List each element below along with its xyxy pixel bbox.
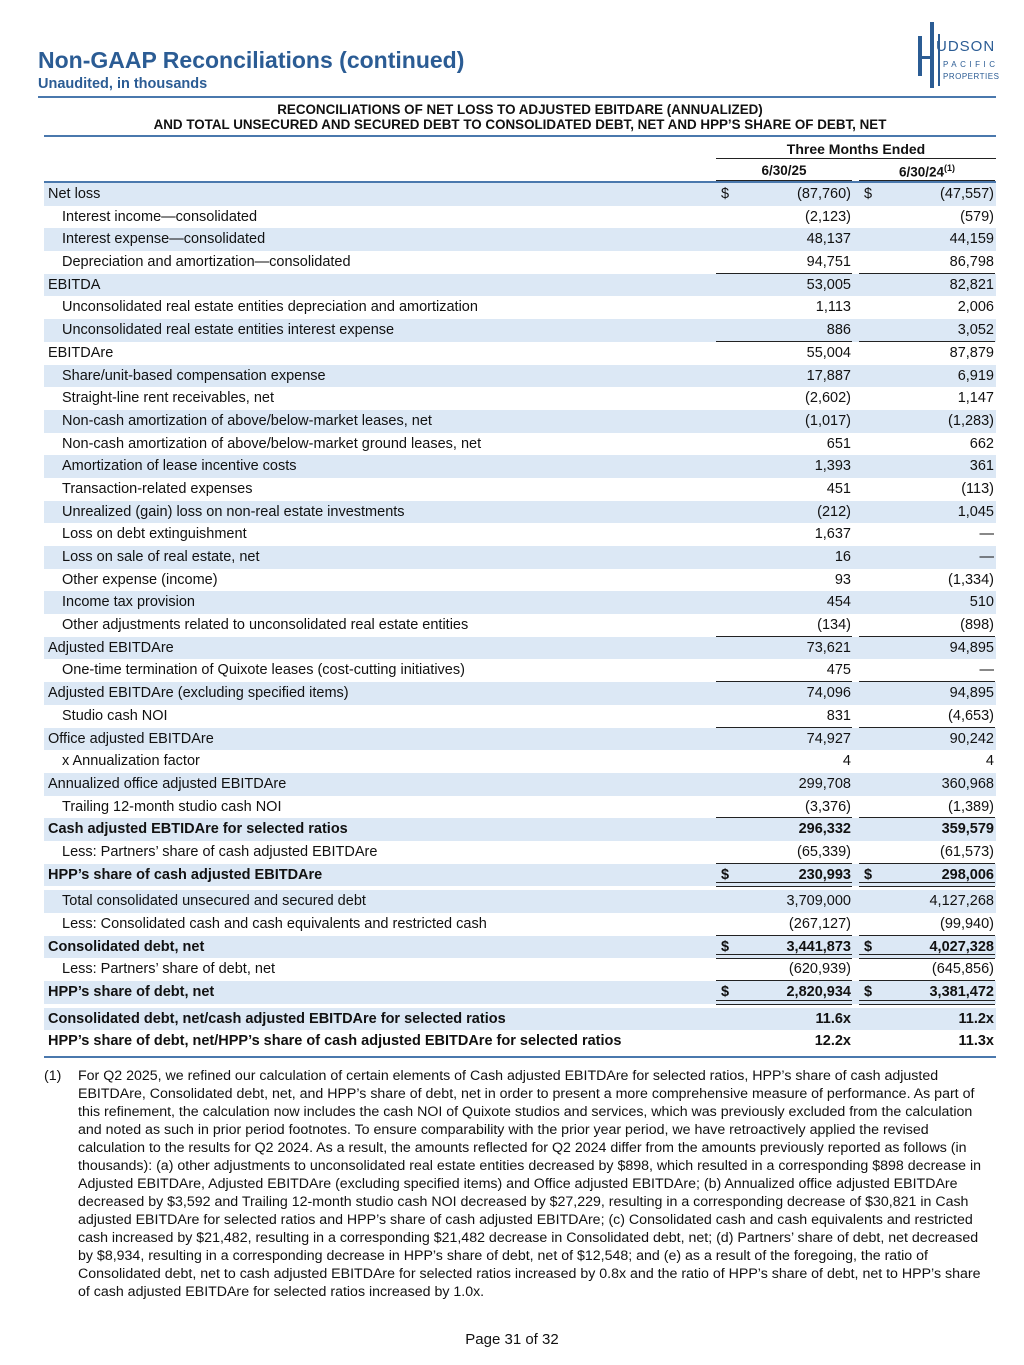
value-prior-period: 298,006 [941,866,994,883]
currency-symbol: $ [721,984,730,1001]
table-row [44,890,996,913]
table-row [44,501,996,524]
hudson-h-logo-icon [912,20,942,90]
value-prior-period: (99,940) [939,916,994,932]
row-label: Share/unit-based compensation expense [62,367,326,384]
value-current-period: 12.2x [814,1033,851,1050]
value-current-period: (134) [817,617,851,634]
table-row [44,478,996,501]
page-title: Non-GAAP Reconciliations (continued) [38,47,465,73]
table-row [44,614,996,637]
table-row [44,705,996,728]
table-row [44,750,996,773]
logo-text-hudson: UDSON [936,38,996,55]
footnote-text: For Q2 2025, we refined our calculation of certain elements of Cash adjusted EBITDAre for selected ratios, HPP’s share of cash adjusted EBITDAre, Consolidated debt, net, and HPP’s share of debt, net in order to present a more comprehensive measure of performance. As part of this refinement, the calculation now includes the cash NOI of Quixote studios and services, which was previously excluded from the calculation and noted as such in prior period footnotes. To ensure comparability with the prior year period, we have retroactively applied the revised calculation to the results for Q2 2024. As a result, the amounts reflected for Q2 2024 differ from the amounts previously reported as follows (in thousands): (a) other adjustments to unconsolidated real estate entities decreased by $898, which resulted in a corresponding $898 decrease in Adjusted EBITDAre, Adjusted EBITDAre (excluding specified items) and Office adjusted EBITDAre; (b) Annualized office adjusted EBITDAre decreased by $3,592 and Trailing 12-month studio cash NOI decreased by $27,229, resulting in a corresponding decrease of $30,821 in Cash adjusted EBITDAre for selected ratios and HPP’s share of cash adjusted EBITDAre; (c) Consolidated cash and cash equivalents and restricted cash increased by $21,482, resulting in a corresponding $21,482 decrease in Consolidated debt, net; (d) Partners’ share of debt, net decreased by $8,934, resulting in a corresponding decrease in HPP’s share of debt, net of $12,548; and (e) as a result of the foregoing, the ratio of Consolidated debt, net to cash adjusted EBITDAre for selected ratios increased by 0.8x and the ratio of HPP’s share of debt, net to HPP’s share of cash adjusted EBITDAre for selected ratios increased by 1.0x. [78,1068,982,1300]
row-label: Trailing 12-month studio cash NOI [62,798,282,815]
table-row [44,958,996,981]
table-row [44,864,996,887]
value-current-period: 4 [842,753,851,770]
value-prior-period: 82,821 [949,276,994,293]
row-label: Annualized office adjusted EBITDAre [48,775,287,792]
row-label: Amortization of lease incentive costs [62,458,297,475]
table-row [44,569,996,592]
row-label: Unconsolidated real estate entities depreciation and amortization [62,299,478,316]
value-prior-period: 510 [969,594,994,611]
table-row [44,319,996,342]
value-current-period: (3,376) [805,798,851,815]
value-current-period: (267,127) [788,916,851,932]
row-label: Adjusted EBITDAre [48,639,174,656]
value-current-period: (65,339) [796,843,851,860]
row-label: EBITDAre [48,344,114,361]
logo-text-properties: PROPERTIES [943,72,1000,81]
page-number: Page 31 of 32 [465,1331,559,1348]
value-current-period: (212) [817,503,851,520]
row-label: Total consolidated unsecured and secured debt [62,893,366,910]
value-current-period: 74,096 [806,685,851,702]
value-prior-period: 1,045 [957,503,994,520]
value-prior-period: (61,573) [939,843,994,860]
value-prior-period: (579) [960,208,994,225]
report-title-line1: RECONCILIATIONS OF NET LOSS TO ADJUSTED EBITDARE (ANNUALIZED) [277,102,763,117]
value-current-period: 475 [826,662,851,679]
page-header [38,46,464,92]
row-label: Less: Partners’ share of cash adjusted EBITDAre [62,843,378,860]
table-row [44,796,996,819]
currency-symbol: $ [721,938,730,955]
table-row [44,659,996,682]
row-label: Net loss [48,186,101,202]
value-current-period: 73,621 [806,639,851,656]
value-current-period: 454 [826,594,851,611]
row-label: Adjusted EBITDAre (excluding specified items) [48,685,349,702]
value-current-period: 299,708 [798,775,851,792]
period-header-rule [716,158,996,159]
row-label: Consolidated debt, net/cash adjusted EBITDAre for selected ratios [48,1010,506,1027]
value-prior-period: 3,381,472 [929,984,994,1001]
table-row [44,773,996,796]
header-divider [38,96,996,98]
value-current-period: 1,637 [814,526,851,543]
table-row [44,818,996,841]
row-label: EBITDA [48,276,101,293]
value-current-period: 831 [826,707,851,724]
row-label: Interest income—consolidated [62,208,258,225]
table-row [44,387,996,410]
company-logo [912,20,1002,90]
value-prior-period: 44,159 [949,231,994,248]
value-prior-period: 359,579 [941,821,994,838]
logo-text-pacific: PACIFIC [943,60,999,69]
value-current-period: 93 [834,571,851,588]
value-current-period: 651 [826,435,851,452]
value-current-period: 451 [826,480,851,497]
value-prior-period: 4,127,268 [929,893,994,910]
page-subtitle: Unaudited, in thousands [38,76,208,92]
value-prior-period: 86,798 [949,254,994,271]
report-title-divider [44,135,996,137]
row-label: HPP’s share of debt, net [48,984,215,1001]
value-prior-period: (4,653) [948,707,994,724]
row-label: Loss on sale of real estate, net [62,549,260,565]
value-current-period: 1,113 [815,299,851,316]
value-prior-period: (898) [960,617,994,634]
value-current-period: 48,137 [806,231,851,248]
value-current-period: (620,939) [788,961,851,978]
value-current-period: 886 [826,322,851,339]
table-row [44,637,996,660]
table-row [44,365,996,388]
value-current-period: 53,005 [806,276,851,293]
value-prior-period: 4,027,328 [929,938,994,955]
column-header-prior: 6/30/24$^{(1)}$ [898,163,956,180]
period-header: Three Months Ended [786,141,926,157]
row-label: Less: Partners’ share of debt, net [62,961,276,978]
column-header-current: 6/30/25 [761,163,807,178]
row-label: HPP’s share of cash adjusted EBITDAre [48,866,323,883]
row-label: Straight-line rent receivables, net [62,390,274,407]
value-prior-period: 360,968 [941,775,994,792]
row-label: Studio cash NOI [62,707,168,724]
value-current-period: 16 [834,549,851,565]
row-label: Depreciation and amortization—consolidated [62,254,351,271]
row-label: Consolidated debt, net [48,938,205,955]
table-row [44,433,996,456]
table-row [44,523,996,546]
row-label: Unrealized (gain) loss on non-real estate investments [62,503,405,520]
row-label: Non-cash amortization of above/below-market leases, net [62,412,432,429]
table-row [44,591,996,614]
currency-symbol: $ [864,866,873,883]
table-row [44,728,996,751]
value-prior-period: 6,919 [957,367,994,384]
table-row [44,410,996,433]
value-prior-period: (1,283) [948,412,994,429]
table-row [44,1030,996,1053]
value-prior-period: 1,147 [957,390,994,407]
value-current-period: 17,887 [806,367,851,384]
value-prior-period: 662 [969,435,994,452]
table-row [44,455,996,478]
value-current-period: 230,993 [798,866,851,883]
value-prior-period: (645,856) [931,961,994,978]
value-prior-period: 11.2x [958,1010,994,1027]
currency-symbol: $ [864,984,873,1001]
footnote-number: (1) [44,1068,62,1084]
table-row [44,981,996,1004]
currency-symbol: $ [721,866,730,883]
value-current-period: (2,602) [805,390,851,407]
value-prior-period: — [979,662,994,679]
footnote [44,1067,989,1301]
reconciliation-table [44,183,996,1053]
table-row [44,296,996,319]
table-row [44,682,996,705]
value-current-period: 11.6x [815,1010,851,1027]
table-row [44,228,996,251]
row-label: Unconsolidated real estate entities interest expense [62,322,395,339]
row-label: Interest expense—consolidated [62,231,266,248]
row-label: Other expense (income) [62,571,218,588]
value-current-period: 2,820,934 [786,984,851,1001]
table-row [44,183,996,206]
row-label: Less: Consolidated cash and cash equivalents and restricted cash [62,916,487,932]
value-prior-period: (47,557) [939,186,994,202]
table-bottom-rule [44,1056,996,1058]
row-label: Income tax provision [62,594,195,611]
table-row [44,274,996,297]
value-current-period: 55,004 [806,344,851,361]
value-current-period: 1,393 [814,458,851,475]
value-prior-period: 2,006 [957,299,994,316]
value-prior-period: 94,895 [949,685,994,702]
table-row [44,913,996,936]
row-label: Loss on debt extinguishment [62,526,247,543]
table-row [44,251,996,274]
row-label: x Annualization factor [62,753,200,770]
row-label: Non-cash amortization of above/below-market ground leases, net [62,435,482,452]
table-row [44,841,996,864]
row-label: Cash adjusted EBTIDAre for selected ratios [48,821,348,838]
value-prior-period: 90,242 [949,730,994,747]
row-label: Office adjusted EBITDAre [48,730,214,747]
value-current-period: (87,760) [796,186,851,202]
value-prior-period: 3,052 [957,322,994,339]
value-prior-period: (1,334) [948,571,994,588]
value-prior-period: (1,389) [948,798,994,815]
table-row [44,1008,996,1031]
report-title [44,102,996,132]
value-prior-period: — [979,549,994,565]
report-title-line2: AND TOTAL UNSECURED AND SECURED DEBT TO CONSOLIDATED DEBT, NET AND HPP’S SHARE OF DEBT, NET [153,117,887,132]
row-label: One-time termination of Quixote leases (cost-cutting initiatives) [62,662,465,679]
row-label: HPP’s share of debt, net/HPP’s share of cash adjusted EBITDAre for selected ratios [48,1033,622,1050]
currency-symbol: $ [864,938,873,955]
table-row [44,206,996,229]
value-prior-period: 11.3x [958,1033,994,1050]
row-label: Transaction-related expenses [62,480,253,497]
currency-symbol: $ [721,186,730,202]
value-prior-period: 94,895 [949,639,994,656]
table-row [44,936,996,959]
value-current-period: 296,332 [798,821,851,838]
table-row [44,546,996,569]
value-current-period: (2,123) [805,208,851,225]
value-prior-period: 4 [985,753,994,770]
table-row [44,342,996,365]
value-current-period: 3,709,000 [786,893,851,910]
value-current-period: 94,751 [806,254,851,271]
value-prior-period: 87,879 [949,344,994,361]
value-prior-period: 361 [969,458,994,475]
value-prior-period: — [979,526,994,543]
value-current-period: 74,927 [806,730,851,747]
row-label: Other adjustments related to unconsolidated real estate entities [62,617,469,634]
currency-symbol: $ [864,186,873,202]
value-current-period: 3,441,873 [786,938,851,955]
value-current-period: (1,017) [805,412,851,429]
value-prior-period: (113) [961,480,994,497]
